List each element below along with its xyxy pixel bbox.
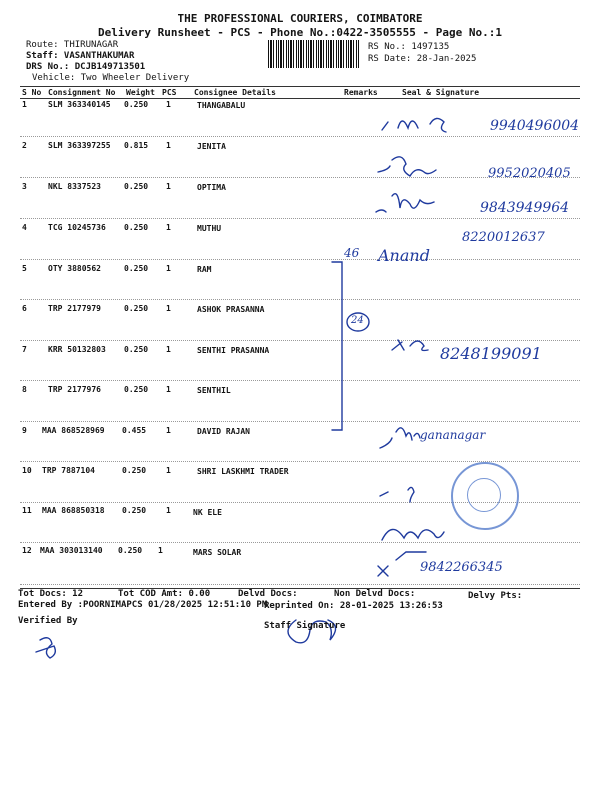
handwritten-area: gananagar [420,428,486,442]
bracket-line [332,262,342,430]
row-consignment: MAA 868528969 [42,426,105,435]
handwritten-name-anand: Anand [378,246,430,265]
row-consignee: NK ELE [193,508,222,517]
row-weight: 0.250 [122,466,147,475]
handwritten-phone-2: 9952020405 [488,166,571,181]
row-sno: 10 [22,466,32,475]
row-sno: 5 [22,264,27,273]
non-delivered-docs: Non Delvd Docs: [334,589,416,599]
vehicle-label: Vehicle: Two Wheeler Delivery [32,73,190,83]
row-consignee: ASHOK PRASANNA [197,305,265,314]
row-consignment: SLM 363397255 [48,141,111,150]
row-pcs: 1 [166,426,171,435]
row-sno: 4 [22,223,27,232]
row-consignment: SLM 363340145 [48,100,111,109]
row-pcs: 1 [158,546,163,555]
row-pcs: 1 [166,100,171,109]
row-pcs: 1 [166,466,171,475]
row-pcs: 1 [166,264,171,273]
handwritten-phone-6: 9842266345 [420,560,503,575]
verified-by-signature [36,638,55,658]
row-consignee: SENTHI PRASANNA [197,346,270,355]
row-consignment: KRR 50132803 [48,345,106,354]
row-consignment: NKL 8337523 [48,182,101,191]
row-weight: 0.250 [124,304,149,313]
footer-top-rule [20,588,580,589]
row-pcs: 1 [166,182,171,191]
row-weight: 0.250 [124,385,149,394]
row-sno: 8 [22,385,27,394]
row-consignment: TCG 10245736 [48,223,106,232]
total-docs: Tot Docs: 12 [18,589,84,599]
row-consignee: RAM [197,265,212,274]
row-weight: 0.250 [124,345,149,354]
col-header-pcs: PCS [162,88,177,97]
row-consignment: TRP 7887104 [42,466,95,475]
drs-number: DRS No.: DCJB149713501 [26,62,146,72]
col-header-remarks: Remarks [344,88,378,97]
handwritten-mark-24: 24 [351,315,364,326]
row-sno: 9 [22,426,27,435]
total-cod-amount: Tot COD Amt: 0.00 [118,589,211,599]
row-consignee: THANGABALU [197,101,246,110]
signature-scribble-row10 [380,487,414,502]
signature-scribble-row11 [382,529,444,540]
row-weight: 0.250 [124,100,149,109]
row-weight: 0.815 [124,141,149,150]
row-weight: 0.455 [122,426,147,435]
signature-scribble-row7 [392,340,428,351]
delivered-docs: Delvd Docs: [238,589,298,599]
row-pcs: 1 [166,223,171,232]
signature-scribble-row2 [378,157,436,176]
delivery-points: Delvy Pts: [468,591,523,601]
row-pcs: 1 [166,506,171,515]
signature-scribble-row3 [376,194,434,212]
signature-scribble-row12 [378,552,426,576]
row-consignee: MUTHU [197,224,222,233]
staff-label: Staff: VASANTHAKUMAR [26,51,135,61]
handwritten-phone-3: 9843949964 [480,200,570,216]
handwritten-phone-4: 8220012637 [462,230,545,245]
row-pcs: 1 [166,141,171,150]
row-weight: 0.250 [118,546,143,555]
reprinted-on: Reprinted On: 28-01-2025 13:26:53 [264,601,443,611]
row-consignee: JENITA [197,142,226,151]
document-title: THE PROFESSIONAL COURIERS, COIMBATORE [177,12,423,25]
col-header-consignee: Consignee Details [194,88,276,97]
row-weight: 0.250 [122,506,147,515]
row-consignee: SHRI LASKHMI TRADER [197,467,289,476]
handwritten-phone-1: 9940496004 [490,118,580,134]
col-header-sno: S No [22,88,42,97]
document-subtitle: Delivery Runsheet - PCS - Phone No.:0422-3505555 - Page No.:1 [98,26,502,39]
row-sno: 1 [22,100,27,109]
row-sno: 12 [22,546,32,555]
col-header-weight: Weight [126,88,155,97]
col-header-seal: Seal & Signature [402,88,480,97]
company-seal-stamp [451,462,519,530]
row-weight: 0.250 [124,182,149,191]
row-weight: 0.250 [124,264,149,273]
row-consignment: TRP 2177979 [48,304,101,313]
handwritten-mark-46: 46 [344,246,360,260]
handwritten-phone-5: 8248199091 [440,344,542,363]
row-pcs: 1 [166,304,171,313]
route-label: Route: THIRUNAGAR [26,40,119,50]
row-sno: 2 [22,141,27,150]
signature-scribble-row1 [382,118,446,132]
row-consignee: DAVID RAJAN [197,427,250,436]
row-sno: 11 [22,506,32,515]
row-consignment: MAA 303013140 [40,546,103,555]
row-sno: 6 [22,304,27,313]
rs-date: RS Date: 28-Jan-2025 [368,54,477,64]
row-consignment: OTY 3880562 [48,264,101,273]
row-consignee: OPTIMA [197,183,226,192]
row-weight: 0.250 [124,223,149,232]
row-pcs: 1 [166,385,171,394]
entered-by: Entered By :POORNIMAPCS 01/28/2025 12:51:10 PM [18,600,268,610]
signature-scribble-row9 [380,428,420,448]
verified-by-label: Verified By [18,616,78,626]
row-pcs: 1 [166,345,171,354]
row-sno: 7 [22,345,27,354]
row-consignment: MAA 868850318 [42,506,105,515]
row-consignment: TRP 2177976 [48,385,101,394]
staff-signature-label: Staff Signature [264,621,346,631]
rs-number: RS No.: 1497135 [368,42,450,52]
col-header-consignment: Consignment No [48,88,116,97]
row-sno: 3 [22,182,27,191]
row-consignee: MARS SOLAR [193,548,242,557]
row-consignee: SENTHIL [197,386,231,395]
